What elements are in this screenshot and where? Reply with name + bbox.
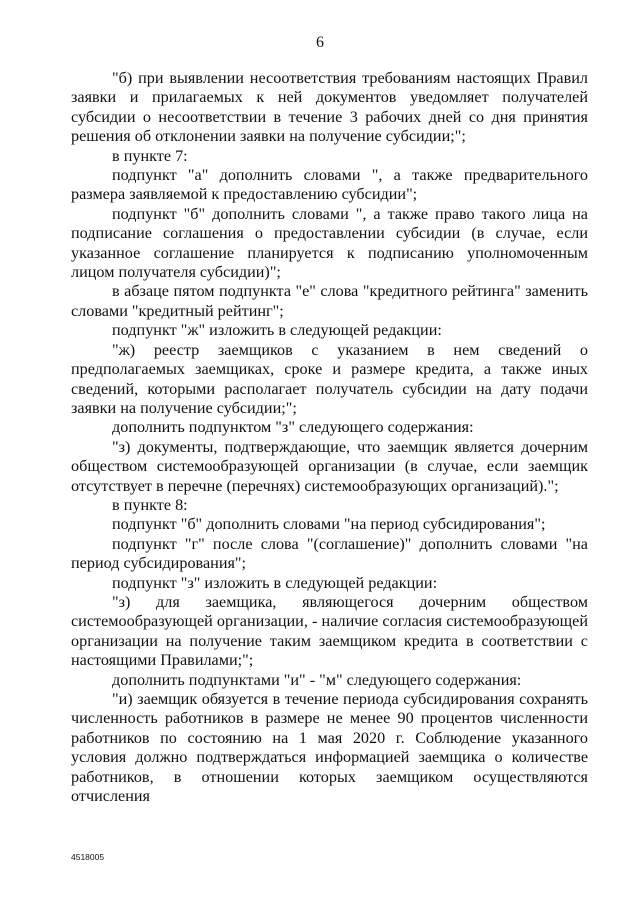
paragraph: дополнить подпунктом "з" следующего содержания: [112, 418, 474, 437]
paragraph: в абзаце пятом подпункта "е" слова "кредитного рейтинга" заменить словами "кредитный рейтинг"; [71, 282, 588, 320]
paragraph: "и) заемщик обязуется в течение периода субсидирования сохранять численность работников в размере не менее 90 процентов численности работников по состоянию на 1 мая 2020 г. Соблюдение указанного условия должно подтверждаться информацией заемщика о количестве работников, в отношении которых заемщиком осуществляются отчисления [71, 690, 588, 806]
paragraph: подпункт "ж" изложить в следующей редакции: [112, 321, 442, 340]
paragraph: в пункте 7: [112, 146, 188, 165]
paragraph: подпункт "а" дополнить словами ", а также предварительного размера заявляемой к предоставлению субсидии"; [71, 166, 588, 204]
page-number: 6 [316, 34, 324, 51]
document-body [71, 69, 588, 806]
paragraph: "з) документы, подтверждающие, что заемщик является дочерним обществом системообразующей организации (в случае, если заемщик отсутствует в перечне (перечнях) системообразующих организаций)."; [71, 437, 588, 495]
document-code: 4518005 [71, 852, 105, 862]
paragraph: "б) при выявлении несоответствия требованиям настоящих Правил заявки и прилагаемых к ней документов уведомляет получателей субсидии о несоответствии в течение 3 рабочих дней со дня принятия решения об отклонении заявки на получение субсидии;"; [71, 69, 588, 146]
paragraph: подпункт "з" изложить в следующей редакции: [112, 573, 438, 592]
paragraph: подпункт "б" дополнить словами ", а также право такого лица на подписание соглашения о предоставлении субсидии (в случае, если указанное соглашение планируется к подписанию уполномоченным лицом получателя субсидии)"; [71, 204, 588, 282]
paragraph: "з) для заемщика, являющегося дочерним обществом системообразующей организации, - наличие согласия системообразующей организации на получение таким заемщиком кредита в соответствии с настоящими Правилами;"; [71, 592, 588, 670]
paragraph: в пункте 8: [112, 495, 188, 514]
paragraph: подпункт "г" после слова "(соглашение)" дополнить словами "на период субсидирования"; [71, 534, 588, 573]
paragraph: подпункт "б" дополнить словами "на период субсидирования"; [112, 515, 546, 534]
paragraph: "ж) реестр заемщиков с указанием в нем сведений о предполагаемых заемщиках, сроке и размере кредита, а также иных сведений, которыми располагает получатель субсидии на дату подачи заявки на получение субсидии;"; [71, 340, 588, 417]
paragraph: дополнить подпунктами "и" - "м" следующего содержания: [112, 670, 522, 689]
